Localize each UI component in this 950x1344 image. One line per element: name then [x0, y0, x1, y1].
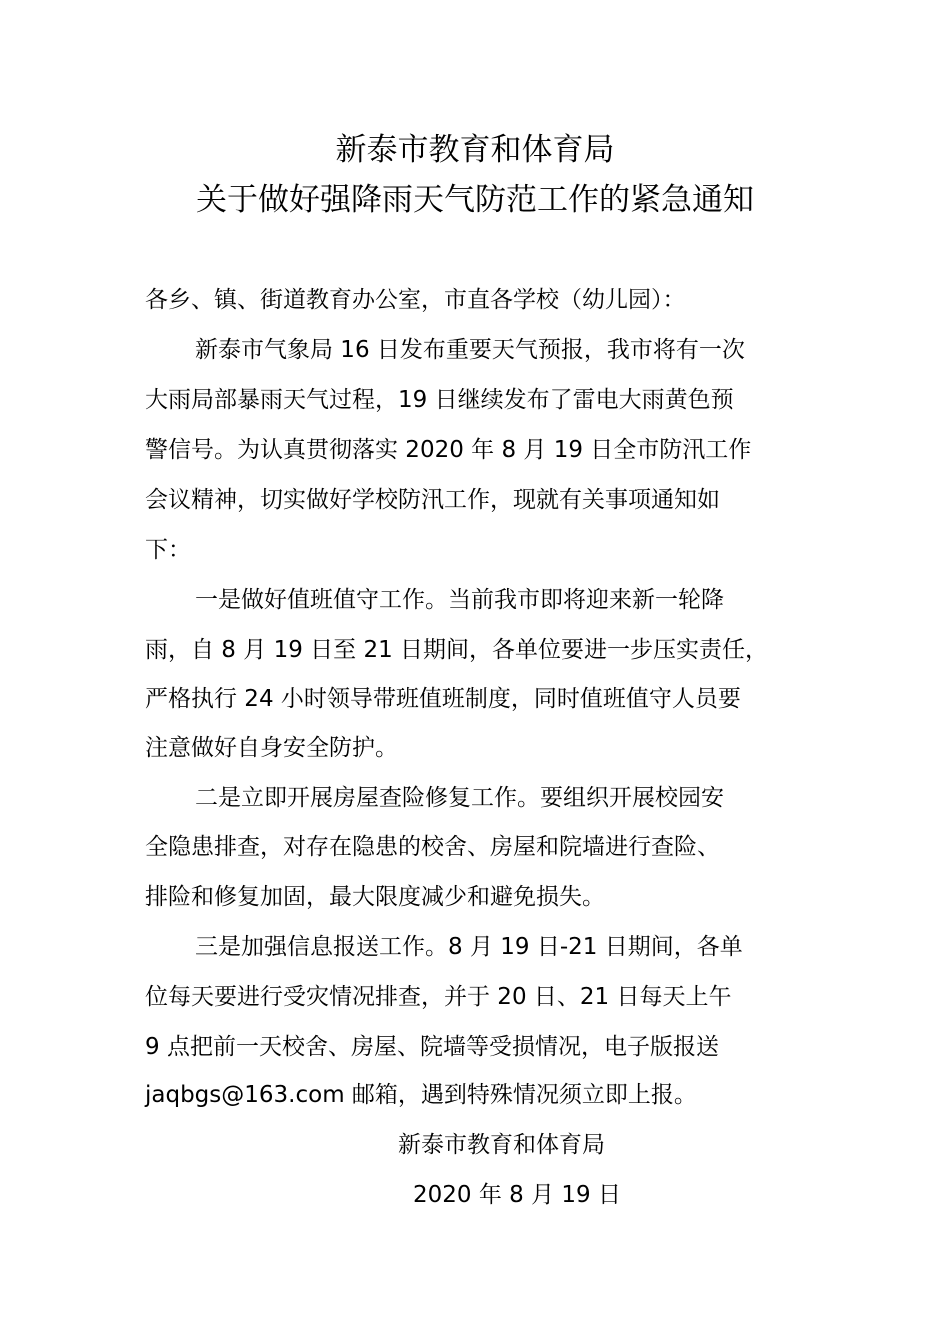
paragraph-1-line-1: 新泰市气象局 16 日发布重要天气预报，我市将有一次: [195, 337, 745, 363]
signature-organization: 新泰市教育和体育局: [398, 1132, 605, 1158]
paragraph-4-line-1: 三是加强信息报送工作。8 月 19 日-21 日期间，各单: [195, 934, 743, 960]
salutation: 各乡、镇、街道教育办公室，市直各学校（幼儿园）：: [145, 287, 686, 313]
paragraph-2-line-1: 一是做好值班值守工作。当前我市即将迎来新一轮降: [195, 587, 724, 613]
paragraph-1-line-3: 警信号。为认真贯彻落实 2020 年 8 月 19 日全市防汛工作: [145, 437, 752, 463]
paragraph-1-line-4: 会议精神，切实做好学校防汛工作，现就有关事项通知如: [145, 487, 720, 513]
paragraph-3-line-3: 排险和修复加固，最大限度减少和避免损失。: [145, 884, 605, 910]
paragraph-2-line-4: 注意做好自身安全防护。: [145, 735, 398, 761]
paragraph-3-line-2: 全隐患排查，对存在隐患的校舍、房屋和院墙进行查险、: [145, 834, 720, 860]
paragraph-1-line-5: 下：: [145, 537, 191, 563]
paragraph-4-line-4: jaqbgs@163.com 邮箱，遇到特殊情况须立即上报。: [145, 1082, 697, 1108]
paragraph-3-line-1: 二是立即开展房屋查险修复工作。要组织开展校园安: [195, 785, 724, 811]
paragraph-1-line-2: 大雨局部暴雨天气过程，19 日继续发布了雷电大雨黄色预: [145, 387, 734, 413]
paragraph-4-line-3: 9 点把前一天校舍、房屋、院墙等受损情况，电子版报送: [145, 1034, 719, 1060]
paragraph-2-line-3: 严格执行 24 小时领导带班值班制度，同时值班值守人员要: [145, 686, 741, 712]
paragraph-2-line-2: 雨，自 8 月 19 日至 21 日期间，各单位要进一步压实责任，: [145, 637, 769, 663]
paragraph-4-line-2: 位每天要进行受灾情况排查，并于 20 日、21 日每天上午: [145, 984, 732, 1010]
document-title-line-2: 关于做好强降雨天气防范工作的紧急通知: [196, 182, 754, 218]
document-title-line-1: 新泰市教育和体育局: [335, 132, 615, 168]
signature-date: 2020 年 8 月 19 日: [413, 1182, 621, 1208]
